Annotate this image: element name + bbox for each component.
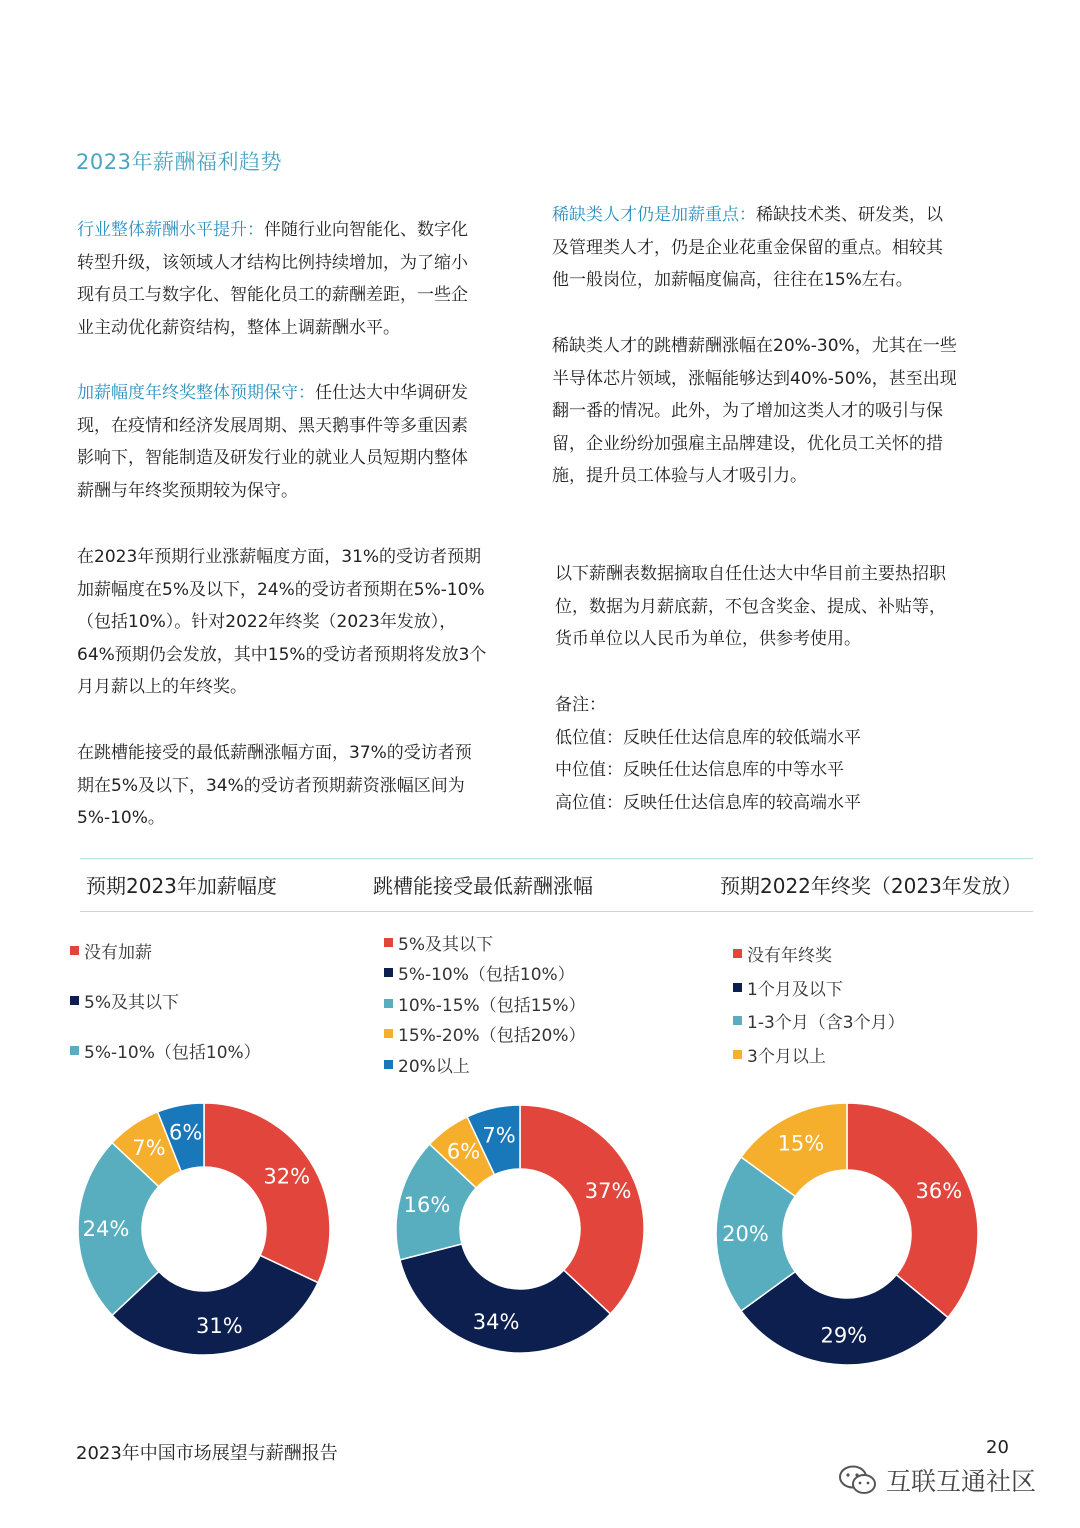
paragraph-line: 64%预期仍会发放，其中15%的受访者预期将发放3个	[77, 644, 487, 665]
legend-swatch	[70, 946, 79, 955]
paragraph-line	[77, 377, 468, 410]
paragraph-text: 伴随行业向智能化、数字化	[264, 220, 468, 240]
legend-swatch	[384, 1060, 393, 1069]
donut-data-label: 24%	[82, 1217, 130, 1241]
paragraph-line: 位，数据为月薪底薪，不包含奖金、提成、补贴等，	[555, 596, 946, 617]
paragraph-line: 5%-10%。	[77, 808, 165, 829]
donut-chart	[78, 1103, 330, 1355]
section-title: 2023年薪酬福利趋势	[76, 150, 282, 174]
page-number: 20	[986, 1437, 1009, 1458]
watermark-text: 互联互通社区	[886, 1467, 1037, 1496]
paragraph-line: 留，企业纷纷加强雇主品牌建设，优化员工关怀的措	[552, 433, 943, 454]
legend-item	[70, 925, 261, 975]
paragraph-scarce-job-hop	[552, 330, 957, 493]
donut-data-label: 32%	[263, 1164, 311, 1189]
chart-legend	[70, 925, 261, 1075]
paragraph-table-source	[555, 558, 946, 656]
footer-title: 2023年中国市场展望与薪酬报告	[76, 1443, 338, 1464]
legend-item	[384, 927, 586, 958]
paragraph-line: 现有员工与数字化、智能化员工的薪酬差距，一些企	[77, 285, 468, 306]
legend-swatch	[384, 999, 393, 1008]
legend-item	[384, 988, 586, 1019]
legend-label: 1个月及以下	[747, 979, 843, 1000]
legend-label: 没有加薪	[84, 942, 152, 963]
paragraph-lead: 行业整体薪酬水平提升：	[77, 220, 264, 240]
donut-data-label: 15%	[777, 1131, 825, 1156]
legend-swatch	[733, 1050, 742, 1059]
paragraph-line: 货币单位以人民币为单位，供参考使用。	[555, 629, 861, 650]
paragraph-line: 他一般岗位，加薪幅度偏高，往往在15%左右。	[552, 270, 913, 291]
paragraph-line: 影响下，智能制造及研发行业的就业人员短期内整体	[77, 448, 468, 469]
paragraph-line: 在2023年预期行业涨薪幅度方面，31%的受访者预期	[77, 547, 482, 567]
legend-label: 5%及其以下	[398, 934, 493, 955]
paragraph-text: 稀缺技术类、研发类，以	[756, 205, 943, 225]
legend-swatch	[70, 996, 79, 1005]
paragraph-job-hop	[77, 737, 472, 835]
paragraph-lead: 稀缺类人才仍是加薪重点：	[552, 205, 756, 225]
donut-data-label: 31%	[195, 1313, 243, 1338]
donut-chart	[396, 1105, 644, 1353]
paragraph-line: 高位值：反映任仕达信息库的较高端水平	[555, 792, 861, 813]
donut-chart	[716, 1103, 978, 1365]
paragraph-notes	[555, 689, 861, 819]
chart-legend	[733, 937, 905, 1071]
paragraph-line: 中位值：反映任仕达信息库的中等水平	[555, 760, 844, 781]
paragraph-conservative-expectation	[77, 377, 468, 507]
paragraph-line: 现，在疫情和经济发展周期、黑天鹅事件等多重因素	[77, 415, 468, 436]
paragraph-line: 及管理类人才，仍是企业花重金保留的重点。相较其	[552, 237, 943, 258]
chart-legend	[384, 927, 586, 1080]
chart-title: 预期2022年终奖（2023年发放）	[720, 874, 1022, 898]
donut-data-label: 7%	[482, 1123, 516, 1148]
donut-data-label: 34%	[472, 1309, 520, 1334]
legend-item	[733, 1004, 905, 1038]
paragraph-line	[77, 214, 468, 247]
paragraph-line: 施，提升员工体验与人才吸引力。	[552, 466, 807, 487]
donut-data-label: 29%	[820, 1323, 868, 1348]
legend-item	[384, 958, 586, 989]
legend-item	[70, 1025, 261, 1075]
donut-slice	[847, 1103, 978, 1318]
legend-swatch	[733, 949, 742, 958]
donut-data-label: 37%	[584, 1178, 632, 1203]
donut-data-label: 20%	[722, 1222, 769, 1246]
legend-label: 15%-20%（包括20%）	[398, 1026, 586, 1047]
chart-title: 预期2023年加薪幅度	[86, 874, 277, 898]
donut-data-label: 6%	[168, 1120, 203, 1145]
paragraph-2023-raise	[77, 541, 486, 704]
paragraph-scarce-talent	[552, 199, 943, 297]
watermark	[838, 1462, 1036, 1498]
paragraph-line: 稀缺类人才的跳槽薪酬涨幅在20%-30%，尤其在一些	[552, 336, 957, 356]
paragraph-text: 任仕达大中华调研发	[315, 383, 468, 403]
donut-slice	[520, 1105, 644, 1314]
paragraph-line: 加薪幅度在5%及以下，24%的受访者预期在5%-10%	[77, 579, 485, 600]
paragraph-line: 翻一番的情况。此外，为了增加这类人才的吸引与保	[552, 401, 943, 422]
legend-item	[733, 1038, 905, 1072]
legend-swatch	[733, 1016, 742, 1025]
legend-item	[384, 1019, 586, 1050]
paragraph-lead: 加薪幅度年终奖整体预期保守：	[77, 383, 315, 403]
paragraph-line: 半导体芯片领域，涨幅能够达到40%-50%，甚至出现	[552, 368, 957, 389]
paragraph-line: 以下薪酬表数据摘取自任仕达大中华目前主要热招职	[555, 564, 946, 584]
paragraph-line: 薪酬与年终奖预期较为保守。	[77, 480, 298, 501]
legend-item	[733, 937, 905, 971]
legend-swatch	[70, 1046, 79, 1055]
legend-item	[384, 1049, 586, 1080]
legend-item	[70, 975, 261, 1025]
paragraph-line: （包括10%）。针对2022年终奖（2023年发放），	[77, 612, 457, 633]
paragraph-line: 月月薪以上的年终奖。	[77, 677, 247, 698]
paragraph-line: 低位值：反映任仕达信息库的较低端水平	[555, 727, 861, 748]
legend-label: 5%-10%（包括10%）	[398, 965, 575, 986]
legend-label: 没有年终奖	[747, 946, 832, 967]
donut-data-label: 7%	[132, 1135, 166, 1160]
paragraph-line: 业主动优化薪资结构，整体上调薪酬水平。	[77, 317, 400, 338]
donut-data-label: 6%	[446, 1139, 481, 1164]
paragraph-line: 期在5%及以下，34%的受访者预期薪资涨幅区间为	[77, 775, 465, 796]
legend-swatch	[733, 983, 742, 992]
legend-swatch	[384, 938, 393, 947]
paragraph-line: 备注：	[555, 695, 606, 715]
legend-label: 3个月以上	[747, 1046, 826, 1067]
paragraph-line	[552, 199, 943, 232]
legend-swatch	[384, 1029, 393, 1038]
legend-label: 5%-10%（包括10%）	[84, 1042, 261, 1063]
donut-data-label: 36%	[915, 1178, 963, 1203]
legend-label: 1-3个月（含3个月）	[747, 1013, 905, 1034]
legend-item	[733, 971, 905, 1005]
wechat-icon	[838, 1464, 878, 1496]
paragraph-line: 转型升级，该领域人才结构比例持续增加，为了缩小	[77, 252, 468, 273]
donut-slice	[204, 1103, 330, 1283]
legend-label: 5%及其以下	[84, 992, 179, 1013]
chart-title: 跳槽能接受最低薪酬涨幅	[373, 874, 593, 898]
legend-label: 10%-15%（包括15%）	[398, 995, 586, 1016]
legend-swatch	[384, 968, 393, 977]
paragraph-salary-level	[77, 214, 468, 344]
paragraph-line: 在跳槽能接受的最低薪酬涨幅方面，37%的受访者预	[77, 743, 472, 763]
donut-data-label: 16%	[403, 1193, 451, 1218]
legend-label: 20%以上	[398, 1056, 470, 1077]
